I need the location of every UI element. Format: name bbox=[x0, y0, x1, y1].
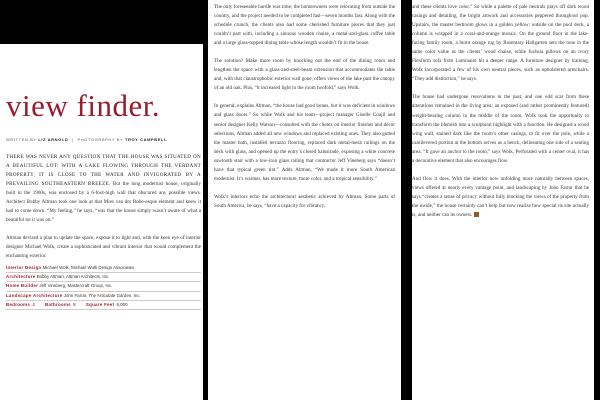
stats-row bbox=[6, 301, 201, 310]
stat-value: 8 bbox=[73, 301, 76, 307]
body-paragraph: Wolk’s interiors echo the architectural aesthetic achieved by Altman. Some parts of South America, he says, “have a capacity for vibrancy, bbox=[214, 193, 395, 209]
credit-row bbox=[6, 264, 201, 273]
byline-writer: LIZ ARNOLD bbox=[38, 137, 69, 142]
stat-label: Bathrooms bbox=[45, 301, 71, 307]
credit-label: Interior Design bbox=[6, 265, 42, 270]
stat-label: Square Feet bbox=[85, 301, 115, 307]
credit-value: Bobby Altman, Altman Architects, Inc. bbox=[36, 274, 110, 280]
credit-row bbox=[6, 292, 201, 301]
byline bbox=[6, 137, 167, 142]
byline-written-label: WRITTEN BY bbox=[6, 137, 37, 142]
page-top-band bbox=[0, 0, 203, 44]
credit-label: Architecture bbox=[6, 274, 36, 280]
project-credits bbox=[6, 264, 201, 310]
credit-row bbox=[6, 282, 201, 291]
lead-caps-text: THERE WAS NEVER ANY QUESTION THAT THE HOUSE WAS SITUATED ON A BEAUTIFUL LOT: WITH A LAKE FLOWING THROUGH THE VERDANT PROPERTY, IT IS CLOSE TO THE WATER AND INVIGORATED BY A PREVAILING SOUTHEASTERN BREEZE. bbox=[6, 154, 201, 188]
lead-paragraph bbox=[6, 153, 201, 225]
middle-page bbox=[208, 0, 401, 400]
article-title: view finder. bbox=[6, 88, 161, 123]
second-paragraph: Altman devised a plan to update the space, expose it to light and, with the keen eye of interior designer Michael Wolk, create a sophisticated and vibrant interior that would complement the enchanting exterior. bbox=[6, 235, 201, 260]
left-page bbox=[0, 0, 203, 400]
body-paragraph: The solution? Make more room by knocking out the end of the dining room and lengthen the space with a glass-and-steel-beam extension that accommodates the table and, with that claustrophobic exterior wall gone, offers views of the lake past the canopy of an old oak. Plus, “it increased light in the room twofold,” says Wolk. bbox=[214, 58, 395, 92]
closing-text: And flow it does. With the interior now unfolding more naturally between spaces, views offered at nearly every vantage point, and landscaping by John Farrar that he says “creates a sense of privacy without fully blocking the views of the property from the inside,” the house certainly can’t help but now realize how special its site actually is, and neither can its owners. bbox=[412, 175, 589, 218]
stat-label: Bedrooms bbox=[6, 301, 31, 307]
byline-separator: | bbox=[72, 137, 74, 142]
credit-label: Home Builder bbox=[6, 283, 39, 289]
credit-value: John Farrar, The Articulate Garden, Inc. bbox=[63, 292, 141, 298]
closing-paragraph bbox=[412, 175, 589, 220]
credit-label: Landscape Architecture bbox=[6, 292, 63, 298]
lead-rest-text: But the long modernist house, originally built in the 1960s, was enclosed by a 6-foot-high wall that obscured any possible views. Architect Bobby Altman took one look at that Mies van der Rohe-esque element and knew it had to come down. “My feeling,” he says, “was that the house simply wasn’t aware of what a beautiful lot it was on.” bbox=[6, 181, 201, 224]
byline-photographer: TROY CAMPBELL bbox=[124, 137, 168, 142]
credit-row bbox=[6, 273, 201, 282]
stat-value: 4 bbox=[32, 301, 35, 307]
right-page bbox=[412, 0, 594, 400]
credit-value: Jeff Vineberg, Mastercraft Group, Inc. bbox=[39, 283, 113, 289]
credit-value: Michael Wolk, Michael Wolk Design Associates bbox=[42, 265, 135, 270]
body-paragraph: and these clients love color.” So while a palette of pale neutrals plays off dark wood casings and detailing, the bright artwork and accessories peppered throughout pop. Upstairs, the master bedroom glows in a golden yellow; outside on the pool deck, a column is wrapped in a coral-and-orange mosaic. On the ground floor in the lake-facing family room, a burnt orange rug by Rosemary Hallgarten sets the tone in the same color value as the clients’ wood chaise, while fuchsia pillows on an ivory Flexform sofa from Luminaire hit a deeper range. A furniture designer by training, Wolk incorporated a few of his own neutral pieces, such as upholstered armchairs. “They add distinction,” he says. bbox=[412, 4, 589, 83]
body-paragraph: The house had undergone renovations in the past, and one odd scar from these alterations remained in the living area: an exposed (and rather prominently featured) weight-bearing column in the middle of the room. Wolk took the opportunity to transform the blemish into a sculptural highlight with a function. He designed a wood wing wall, stained dark like the room’s other casings, to fit over the pole, while a cantilevered portion at the bottom serves as a bench, delineating one side of a seating area. “It gave an anchor to the room,” says Wolk. Perforated with a center oval, it has a decorative element that also encourages flow. bbox=[412, 94, 589, 164]
end-mark-icon bbox=[474, 212, 479, 217]
byline-photo-label: PHOTOGRAPHY BY bbox=[77, 137, 124, 142]
body-paragraph: In general, explains Altman, “the house had good bones, but it was deficient in windows and glass doors.” So while Wolk and his team—project manager Giselle Coujil and senior designer Kelly Watson—consulted with the clients on interior finishes and décor selections, Altman added all new windows and replaced existing ones. They also gutted the master bath, installed terrazzo flooring, replaced dark metal-mesh railings on the deck with glass, and opened up the entry’s closed balustrade, exposing a white concrete sawtooth stair with a low-iron glass railing that contractor Jeff Vineberg says “doesn’t have that typical green tint.” Adds Altman, “We made it more South American modernist. It’s warmer, has more texture, more color, and a tropical sensibility.” bbox=[214, 103, 395, 182]
right-column bbox=[412, 3, 589, 229]
middle-column bbox=[214, 3, 395, 220]
body-paragraph: The only foreseeable hurdle was time; the homeowners were relocating from outside the country, and the project needed to be completed fast—seven months fast. Along with the schedule crunch, the clients also had some cherished furniture pieces that they just couldn’t part with, including a sinuous wooden chaise, a metal-and-glass coffee table and a large glass-topped dining table whose length wouldn’t fit in the house. bbox=[214, 4, 395, 47]
stat-value: 8,000 bbox=[116, 301, 128, 307]
